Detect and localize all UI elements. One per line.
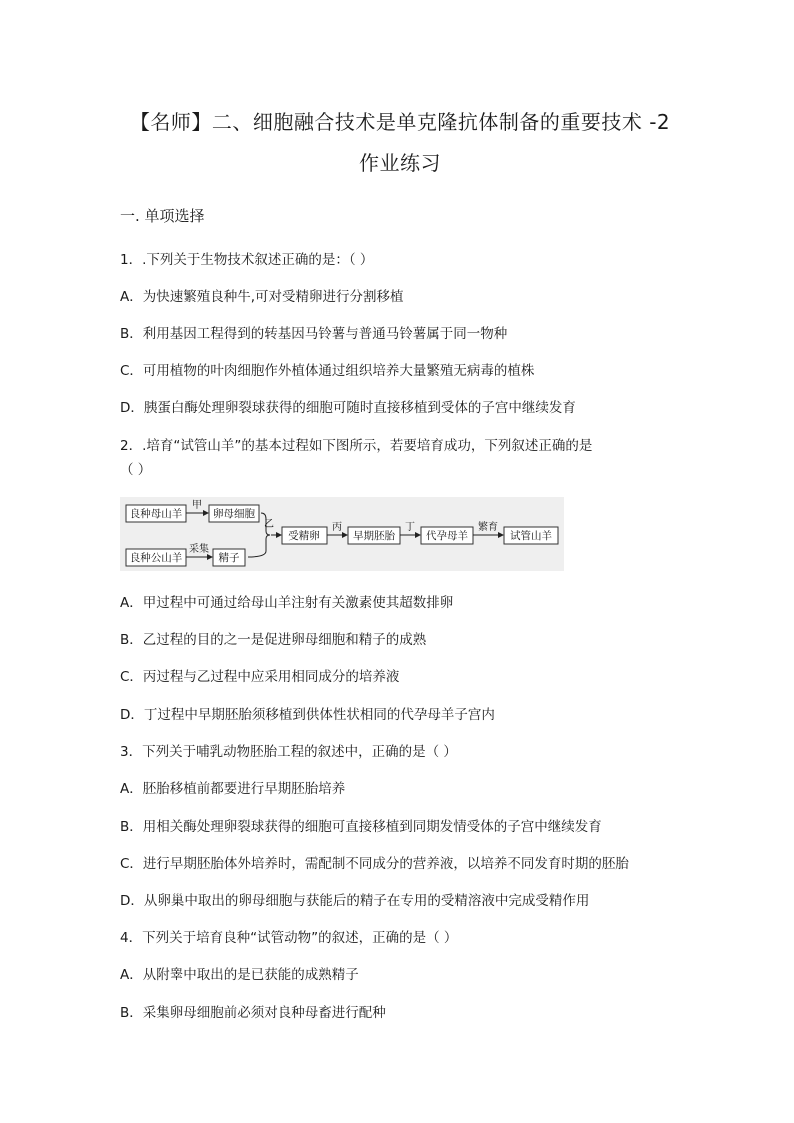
label-step-bing: 丙 xyxy=(332,522,342,533)
label-step-fanyu: 繁育 xyxy=(478,522,498,533)
question-3-option-b: B．用相关酶处理卵裂球获得的细胞可直接移植到同期发情受体的子宫中继续发育 xyxy=(120,819,602,835)
question-1-option-b: B．利用基因工程得到的转基因马铃薯与普通马铃薯属于同一物种 xyxy=(120,326,508,342)
question-3-stem: 3．下列关于哺乳动物胚胎工程的叙述中，正确的是（ ） xyxy=(120,744,457,760)
page-title-line2: 作业练习 xyxy=(359,151,441,175)
question-2-option-c: C．丙过程与乙过程中应采用相同成分的培养液 xyxy=(120,669,400,685)
question-2-option-b: B．乙过程的目的之一是促进卵母细胞和精子的成熟 xyxy=(120,632,427,648)
label-step-jia: 甲 xyxy=(192,500,202,511)
ivf-goat-flow-diagram xyxy=(120,497,564,571)
label-test-tube-goat: 试管山羊 xyxy=(510,530,552,542)
label-female-goat: 良种母山羊 xyxy=(129,508,183,520)
label-sperm: 精子 xyxy=(218,552,240,564)
question-4-stem: 4．下列关于培育良种“试管动物”的叙述，正确的是（ ） xyxy=(120,930,458,946)
question-3-option-c: C．进行早期胚胎体外培养时，需配制不同成分的营养液，以培养不同发育时期的胚胎 xyxy=(120,856,629,872)
question-1-option-d: D．胰蛋白酶处理卵裂球获得的细胞可随时直接移植到受体的子宫中继续发育 xyxy=(120,400,576,416)
question-2-stem: 2．.培育“试管山羊”的基本过程如下图所示，若要培育成功，下列叙述正确的是 xyxy=(120,438,593,454)
label-step-ding: 丁 xyxy=(405,522,415,533)
label-oocyte: 卵母细胞 xyxy=(213,508,255,520)
label-male-goat: 良种公山羊 xyxy=(129,552,183,564)
question-2-stem-cont: （ ） xyxy=(120,462,152,478)
label-early-embryo: 早期胚胎 xyxy=(353,530,395,542)
question-2-option-d: D．丁过程中早期胚胎须移植到供体性状相同的代孕母羊子宫内 xyxy=(120,707,495,723)
label-surrogate: 代孕母羊 xyxy=(426,530,468,542)
question-1-stem: 1．.下列关于生物技术叙述正确的是：（ ） xyxy=(120,252,374,268)
label-zygote: 受精卵 xyxy=(288,530,320,542)
question-4-option-a: A．从附睾中取出的是已获能的成熟精子 xyxy=(120,967,359,983)
question-4-option-b: B．采集卵母细胞前必须对良种母畜进行配种 xyxy=(120,1005,386,1021)
question-2-option-a: A．甲过程中可通过给母山羊注射有关激素使其超数排卵 xyxy=(120,595,454,611)
question-1-option-c: C．可用植物的叶肉细胞作外植体通过组织培养大量繁殖无病毒的植株 xyxy=(120,363,535,379)
question-3-option-a: A．胚胎移植前都要进行早期胚胎培养 xyxy=(120,781,346,797)
label-step-caiji: 采集 xyxy=(189,544,209,555)
page-title-line1: 【名师】二、细胞融合技术是单克隆抗体制备的重要技术 -2 xyxy=(129,110,671,134)
question-3-option-d: D．从卵巢中取出的卵母细胞与获能后的精子在专用的受精溶液中完成受精作用 xyxy=(120,893,590,909)
label-step-yi: 乙 xyxy=(264,519,274,530)
section-heading: 一. 单项选择 xyxy=(120,207,205,225)
question-1-option-a: A．为快速繁殖良种牛,可对受精卵进行分割移植 xyxy=(120,289,404,305)
